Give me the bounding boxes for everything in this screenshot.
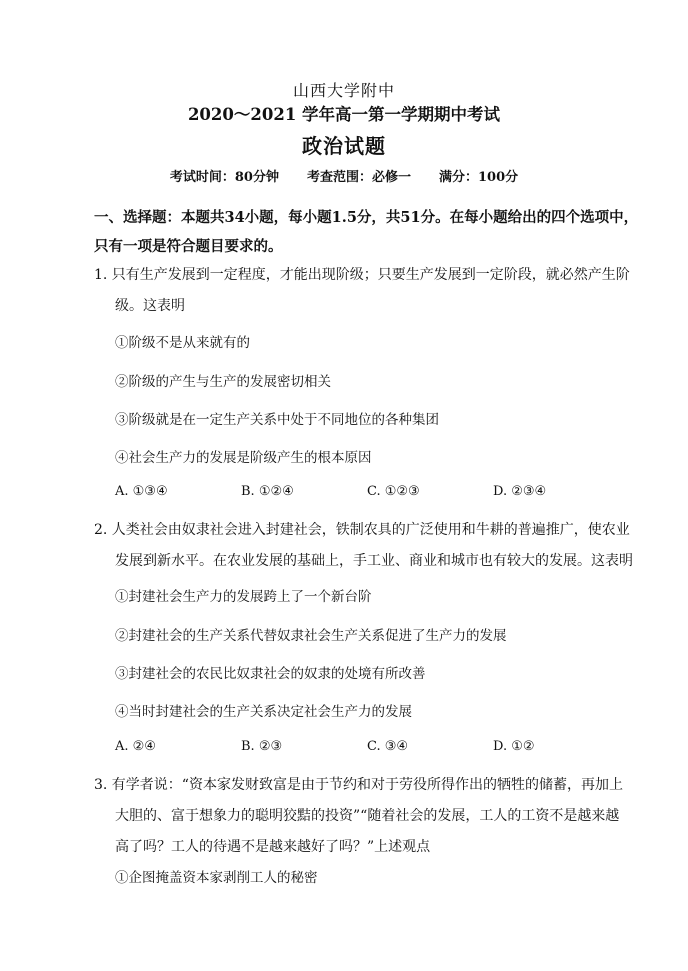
exam-score: 满分：100分: [438, 170, 519, 185]
subject-title: 政治试题: [302, 134, 386, 158]
question-stem-line: 2. 人类社会由奴隶社会进入封建社会，铁制农具的广泛使用和牛耕的普遍推广，使农业: [94, 522, 630, 538]
exam-title: 2020～2021 学年高一第一学期期中考试: [187, 105, 501, 124]
question-stem-line: 1. 只有生产发展到一定程度，才能出现阶级；只要生产发展到一定阶段，就必然产生阶: [94, 267, 630, 283]
exam-scope: 考查范围：必修一: [306, 170, 411, 185]
question-stem-line: 大胆的、富于想象力的聪明狡黠的投资”“随着社会的发展，工人的工资不是越来越: [115, 808, 620, 824]
school-name: 山西大学附中: [292, 81, 395, 100]
question-2-option: ④当时封建社会的生产关系决定社会生产力的发展: [115, 704, 412, 720]
section-heading-line: 一、选择题：本题共34小题，每小题1.5分，共51分。在每小题给出的四个选项中，: [94, 209, 639, 226]
question-1-option: ②阶级的产生与生产的发展密切相关: [115, 374, 331, 390]
section-heading-line: 只有一项是符合题目要求的。: [94, 238, 283, 255]
question-stem-line: 3. 有学者说：“资本家发财致富是由于节约和对于劳役所得作出的牺牲的储蓄，再加上: [94, 777, 623, 793]
question-stem-line: 高了吗？工人的待遇不是越来越好了吗？”上述观点: [115, 839, 431, 855]
question-2-stem: [94, 515, 654, 577]
question-1-option: ①阶级不是从来就有的: [115, 335, 250, 351]
choice-c: C. ③④: [367, 739, 409, 754]
question-2-option: ②封建社会的生产关系代替奴隶社会生产关系促进了生产力的发展: [115, 628, 507, 644]
question-2-option: ①封建社会生产力的发展跨上了一个新台阶: [115, 589, 372, 605]
choice-d: D. ①②: [493, 739, 535, 754]
question-3-option: ①企图掩盖资本家剥削工人的秘密: [115, 870, 318, 886]
section-heading: [94, 203, 644, 261]
question-stem-line: 发展到新水平。在农业发展的基础上，手工业、商业和城市也有较大的发展。这表明: [115, 553, 633, 569]
question-1-stem: [94, 260, 654, 322]
choice-a: A. ①③④: [115, 484, 168, 499]
question-1-option: ④社会生产力的发展是阶级产生的根本原因: [115, 450, 372, 466]
question-1-option: ③阶级就是在一定生产关系中处于不同地位的各种集团: [115, 412, 439, 428]
question-stem-line: 级。这表明: [115, 298, 185, 314]
choice-b: B. ②③: [241, 739, 283, 754]
question-3-stem: [94, 770, 654, 863]
exam-time: 考试时间：80分钟: [169, 170, 279, 185]
choice-b: B. ①②④: [241, 484, 294, 499]
choice-d: D. ②③④: [493, 484, 547, 499]
choice-c: C. ①②③: [367, 484, 420, 499]
question-2-option: ③封建社会的农民比奴隶社会的奴隶的处境有所改善: [115, 666, 426, 682]
choice-a: A. ②④: [115, 739, 156, 754]
exam-meta: [0, 166, 688, 185]
